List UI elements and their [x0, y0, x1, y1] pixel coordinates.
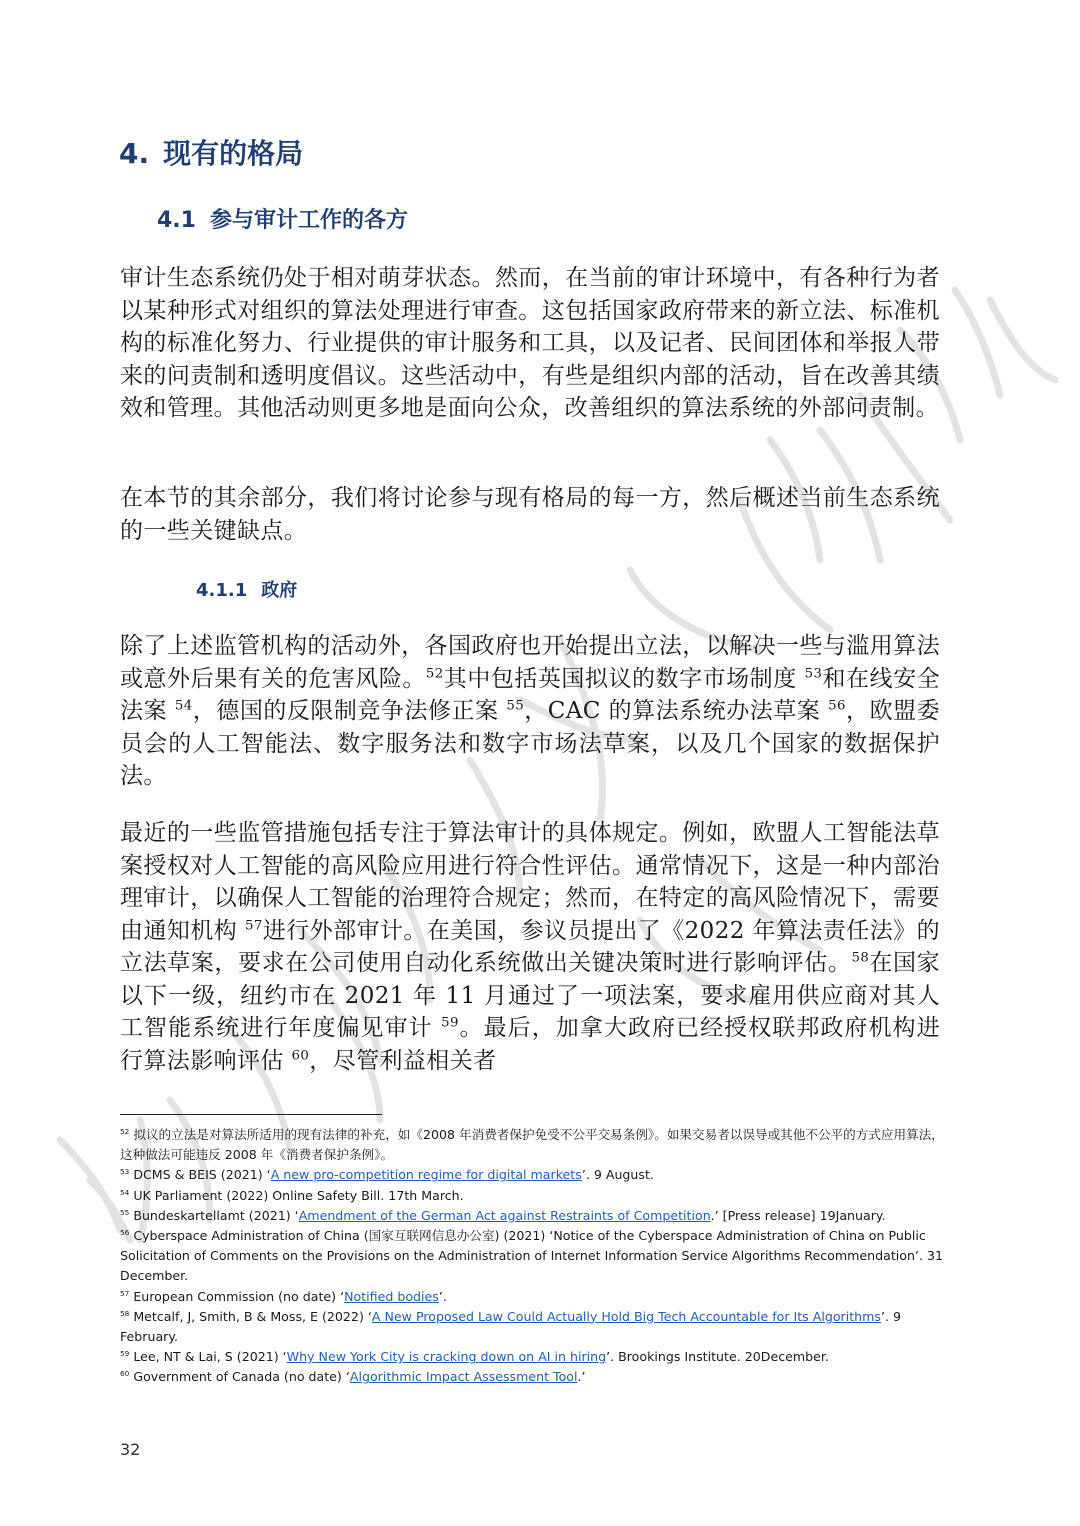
footnote-text: .’ [Press release] 19January.: [710, 1207, 886, 1223]
text-span: 和在线安全法案: [120, 665, 941, 724]
paragraph-intro: 审计生态系统仍处于相对萌芽状态。然而，在当前的审计环境中，有各种行为者以某种形式对组织的算法处理进行审查。这包括国家政府带来的新立法、标准机构的标准化努力、行业提供的审计服务和工具，以及记者、民间团体和举报人带来的问责制和透明度倡议。这些活动中，有些是组织内部的活动，旨在改善其绩效和管理。其他活动则更多地是面向公众，改善组织的算法系统的外部问责制。: [120, 265, 940, 421]
subsection-title: 参与审计工作的各方: [209, 208, 408, 233]
footnote-57: [120, 1287, 950, 1307]
footnote-ref[interactable]: 52: [425, 665, 444, 681]
text-span: 。最后，加拿大政府已经授权联邦政府机构进行算法影响评估: [120, 1015, 940, 1074]
footnote-text: European Commission (no date) ‘: [133, 1288, 345, 1304]
paragraph-overview: 在本节的其余部分，我们将讨论参与现有格局的每一方，然后概述当前生态系统的一些关键缺点。: [120, 485, 940, 544]
footnote-ref[interactable]: 53: [804, 665, 823, 681]
section-heading: [119, 132, 303, 172]
footnote-ref[interactable]: 59: [441, 1015, 459, 1031]
footnote-number: 60: [120, 1369, 130, 1379]
footnote-text: ’. Brookings Institute. 20December.: [606, 1349, 829, 1365]
footnote-text: Metcalf, J, Smith, B & Moss, E (2022) ‘: [133, 1308, 372, 1324]
footnote-ref[interactable]: 54: [174, 698, 193, 714]
subsubsection-title: 政府: [261, 580, 298, 601]
footnote-link[interactable]: Why New York City is cracking down on AI in hiring: [286, 1349, 607, 1365]
footnote-link[interactable]: A new pro-competition regime for digital markets: [270, 1167, 582, 1183]
subsubsection-heading: [196, 576, 297, 602]
footnote-60: [120, 1367, 950, 1387]
subsection-number: 4.1: [157, 208, 196, 233]
section-number: 4.: [119, 137, 150, 170]
footnote-58: [120, 1307, 950, 1347]
footnote-52: [120, 1125, 950, 1165]
text-span: 最近的一些监管措施包括专注于算法审计的具体规定。例如，欧盟人工智能法草案授权对人工智能的高风险应用进行符合性评估。通常情况下，这是一种内部治理审计，以确保人工智能的治理符合规定；然而，在特定的高风险情况下，需要由通知机构: [120, 820, 940, 944]
footnote-ref[interactable]: 55: [506, 698, 525, 714]
footnote-number: 53: [120, 1167, 130, 1177]
footnote-ref[interactable]: 57: [244, 917, 263, 933]
text-span: 在国家以下一级，纽约市在 2021 年 11 月通过了一项法案，要求雇用供应商对其人工智能系统进行年度偏见审计: [120, 950, 941, 1041]
footnote-text: 拟议的立法是对算法所适用的现有法律的补充，如《2008 年消费者保护免受不公平交易条例》。如果交易者以误导或其他不公平的方式应用算法，这种做法可能违反 2008 年《消费者保护条例》。: [120, 1127, 944, 1163]
footnote-number: 57: [120, 1288, 130, 1298]
footnote-link[interactable]: A New Proposed Law Could Actually Hold Big Tech Accountable for Its Algorithms: [371, 1308, 881, 1324]
footnote-text: ’.: [438, 1288, 447, 1304]
footnote-number: 56: [120, 1227, 130, 1237]
footnote-number: 52: [120, 1126, 130, 1136]
footnote-link[interactable]: Algorithmic Impact Assessment Tool: [349, 1369, 578, 1385]
text-span: 除了上述监管机构的活动外，各国政府也开始提出立法，以解决一些与滥用算法或意外后果有关的危害风险。: [120, 633, 940, 692]
text-span: 其中包括英国拟议的数字市场制度: [443, 665, 797, 692]
footnote-divider: [120, 1114, 382, 1115]
text-span: ，CAC 的算法系统办法草案: [524, 698, 821, 724]
text-span: ，欧盟委员会的人工智能法、数字服务法和数字市场法草案，以及几个国家的数据保护法。: [120, 698, 941, 789]
footnote-number: 54: [120, 1187, 130, 1197]
footnote-link[interactable]: Amendment of the German Act against Restraints of Competition: [298, 1207, 711, 1223]
footnote-text: Government of Canada (no date) ‘: [133, 1369, 350, 1385]
footnotes: [120, 1125, 950, 1388]
footnote-text: DCMS & BEIS (2021) ‘: [133, 1167, 271, 1183]
subsubsection-number: 4.1.1: [196, 580, 248, 601]
footnote-text: .’: [577, 1369, 586, 1385]
footnote-text: Bundeskartellamt (2021) ‘: [133, 1207, 299, 1223]
page-number: 32: [120, 1440, 141, 1459]
footnote-53: [120, 1165, 950, 1185]
text-span: ，德国的反限制竞争法修正案: [192, 698, 499, 724]
footnote-text: Cyberspace Administration of China (国家互联网信息办公室) (2021) ‘Notice of the Cyberspace Administration of China on Public Solicitation of Comments on the Provisions on the Administration of Internet Information Service Algorithms Recommendation’. 31 December.: [120, 1228, 943, 1284]
section-title: 现有的格局: [163, 137, 304, 170]
footnote-56: [120, 1226, 950, 1287]
footnote-55: [120, 1206, 950, 1226]
paragraph-regulation: [120, 817, 940, 1077]
subsection-heading: [157, 203, 408, 234]
footnote-text: Lee, NT & Lai, S (2021) ‘: [133, 1349, 287, 1365]
footnote-ref[interactable]: 56: [828, 698, 846, 714]
footnote-link[interactable]: Notified bodies: [344, 1288, 439, 1304]
text-span: 进行外部审计。在美国，参议员提出了《2022 年算法责任法》的立法草案，要求在公司使用自动化系统做出关键决策时进行影响评估。: [120, 917, 940, 976]
footnote-number: 59: [120, 1349, 130, 1359]
footnote-text: ’. 9 August.: [581, 1167, 654, 1183]
footnote-number: 58: [120, 1308, 130, 1318]
footnote-ref[interactable]: 60: [291, 1047, 310, 1063]
footnote-text: ’. 9 February.: [120, 1308, 902, 1345]
footnote-59: [120, 1347, 950, 1367]
footnote-54: [120, 1186, 950, 1206]
footnote-ref[interactable]: 58: [851, 950, 870, 966]
text-span: ，尽管利益相关者: [309, 1047, 497, 1074]
footnote-text: UK Parliament (2022) Online Safety Bill. 17th March.: [133, 1187, 464, 1203]
paragraph-government: [120, 630, 940, 793]
footnote-number: 55: [120, 1207, 130, 1217]
